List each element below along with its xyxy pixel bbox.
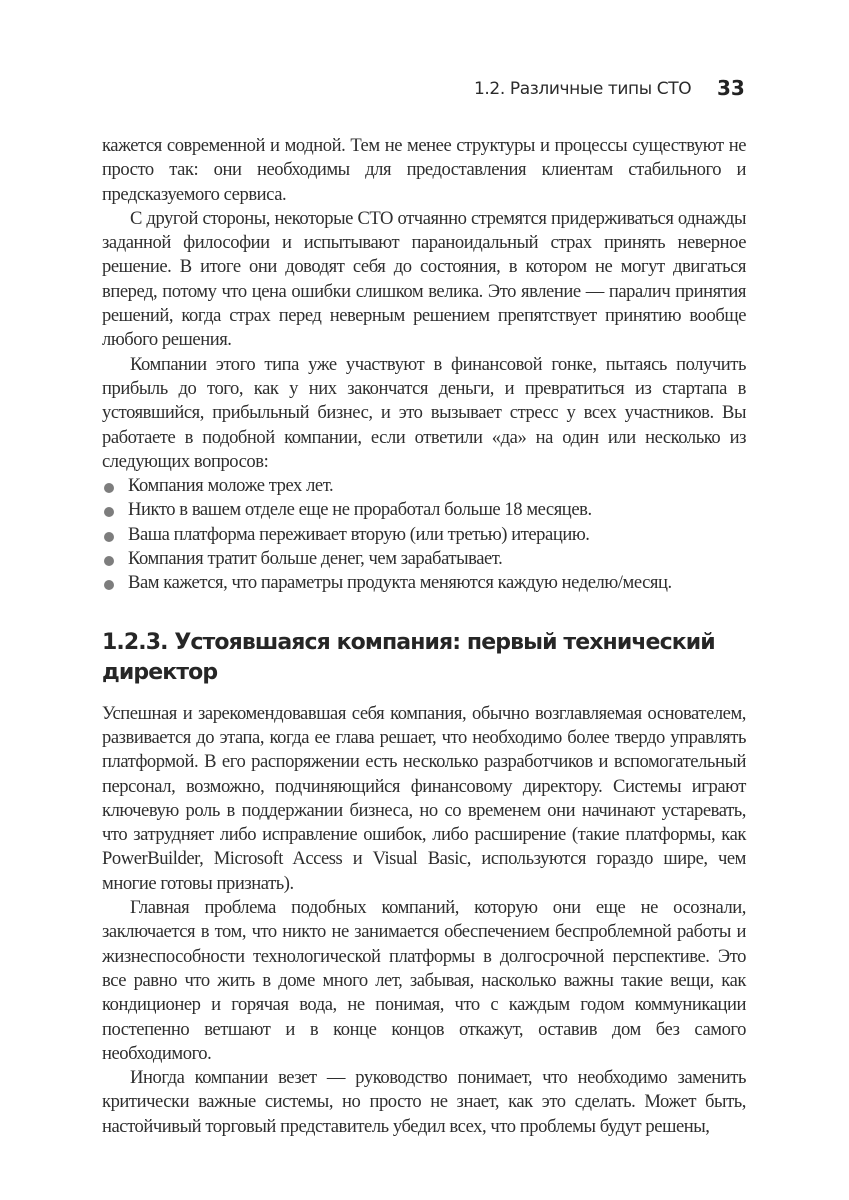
list-item-text: Никто в вашем отделе еще не проработал больше 18 месяцев.: [128, 499, 592, 521]
list-item: [102, 523, 746, 547]
page-header: [0, 76, 849, 106]
bullet-icon: [104, 483, 114, 493]
paragraph: Иногда компании везет — руководство понимает, что необходимо заменить критически важные системы, но просто не знает, как это сделать. Может быть, настойчивый торговый представитель убедил всех, что проблемы будут решены,: [102, 1067, 746, 1137]
bullet-list: [102, 474, 746, 595]
list-item-text: Компания моложе трех лет.: [128, 475, 334, 497]
bullet-icon: [104, 507, 114, 517]
bullet-icon: [104, 532, 114, 542]
list-item-text: Вам кажется, что параметры продукта меняются каждую неделю/месяц.: [128, 572, 672, 594]
bullet-icon: [104, 556, 114, 566]
list-item: [102, 498, 746, 522]
list-item: [102, 547, 746, 571]
paragraph: С другой стороны, некоторые СТО отчаянно стремятся придерживаться однажды заданной философии и испытывают параноидальный страх принять неверное решение. В итоге они доводят себя до состояния, в котором не могут двигаться вперед, потому что цена ошибки слишком велика. Это явление — паралич принятия решений, когда страх перед неверным решением препятствует принятию вообще любого решения.: [102, 207, 746, 351]
paragraph: кажется современной и модной. Тем не менее структуры и процессы существуют не просто так: они необходимы для предоставления клиентам стабильного и предсказуемого сервиса.: [102, 135, 746, 205]
paragraph: Компании этого типа уже участвуют в финансовой гонке, пытаясь получить прибыль до того, как у них закончатся деньги, и превратиться из стартапа в устоявшийся, прибыльный бизнес, и это вызывает стресс у всех участников. Вы работаете в подобной компании, если ответили «да» на один или несколько из следующих вопросов:: [102, 353, 746, 472]
page-number: 33: [717, 76, 745, 100]
running-title: 1.2. Различные типы СТО: [474, 79, 692, 99]
list-item: [102, 474, 746, 498]
paragraph: Успешная и зарекомендовавшая себя компания, обычно возглавляемая основателем, развивается до этапа, когда ее глава решает, что необходимо более твердо управлять платформой. В его распоряжении есть несколько разработчиков и вспомогательный персонал, возможно, подчиняющийся финансовому директору. Системы играют ключевую роль в поддержании бизнеса, но со временем они начинают устаревать, что затрудняет либо исправление ошибок, либо расширение (такие платформы, как PowerBuilder, Microsoft Access и Visual Basic, используются гораздо шире, чем многие готовы признать).: [102, 702, 746, 894]
section-heading: 1.2.3. Устоявшаяся компания: первый технический директор: [102, 629, 715, 685]
paragraph: Главная проблема подобных компаний, которую они еще не осознали, заключается в том, что никто не занимается обеспечением беспроблемной работы и жизнеспособности технологической платформы в долгосрочной перспективе. Это все равно что жить в доме много лет, забывая, насколько важны такие вещи, как кондиционер и горячая вода, не понимая, что с каждым годом коммуникации постепенно ветшают и в конце концов откажут, оставив дом без самого необходимого.: [102, 897, 746, 1064]
page-body: [102, 134, 746, 1139]
list-item-text: Ваша платформа переживает вторую (или третью) итерацию.: [128, 523, 590, 545]
bullet-icon: [104, 580, 114, 590]
list-item-text: Компания тратит больше денег, чем зарабатывает.: [128, 548, 503, 570]
list-item: [102, 571, 746, 595]
